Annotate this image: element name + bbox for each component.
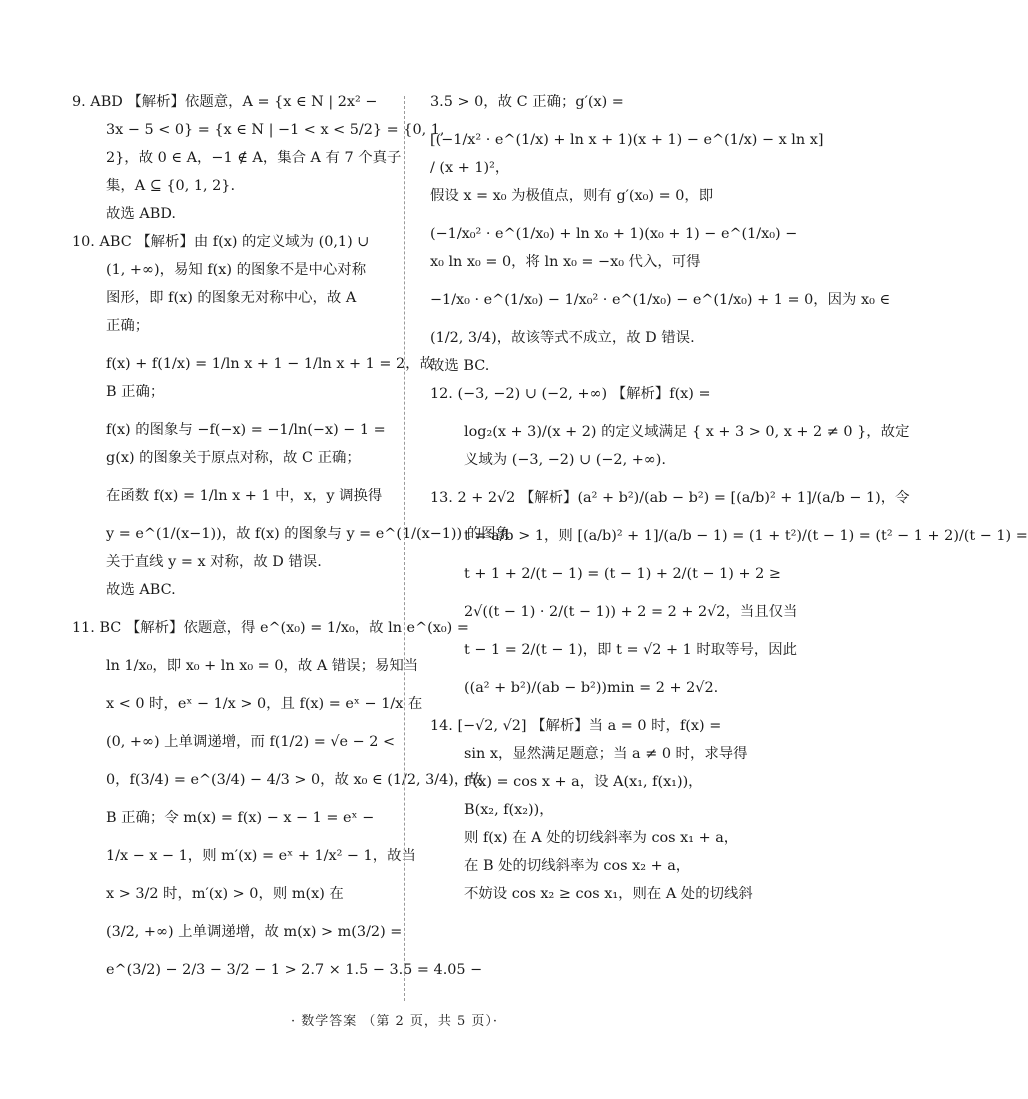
q11-cont-line-5: (−1/x₀² · e^(1/x₀) + ln x₀ + 1)(x₀ + 1) − e^(1/x₀) − (430, 226, 798, 242)
q14-line-5: 则 f(x) 在 A 处的切线斜率为 cos x₁ + a， (464, 830, 739, 846)
q9-line-4: 集，A ⊆ {0, 1, 2}. (106, 178, 236, 194)
q11-line-7: 1/x − x − 1，则 m′(x) = eˣ + 1/x² − 1，故当 (106, 848, 416, 864)
q9-conclusion: 故选 ABD. (106, 206, 176, 222)
q10-line-5: f(x) + f(1/x) = 1/ln x + 1 − 1/ln x + 1 = 2，故 (106, 356, 434, 372)
q11-cont-line-1: 3.5 > 0，故 C 正确；g′(x) = (430, 94, 624, 110)
q11-cont-line-6: x₀ ln x₀ = 0，将 ln x₀ = −x₀ 代入，可得 (430, 254, 701, 270)
q11-cont-line-7: −1/x₀ · e^(1/x₀) − 1/x₀² · e^(1/x₀) − e^(1/x₀) + 1 = 0，因为 x₀ ∈ (430, 292, 891, 308)
q14-line-7: 不妨设 cos x₂ ≥ cos x₁，则在 A 处的切线斜 (464, 886, 753, 902)
q11-cont-derivative-numerator: [(−1/x² · e^(1/x) + ln x + 1)(x + 1) − e^(1/x) − x ln x] (430, 132, 824, 148)
q9-line-2: 3x − 5 < 0} = {x ∈ N | −1 < x < 5/2} = {0, 1, (106, 122, 445, 138)
q14-line-3: f′(x) = cos x + a，设 A(x₁, f(x₁))， (464, 774, 703, 790)
q12-line-3: 义域为 (−3, −2) ∪ (−2, +∞). (464, 452, 666, 468)
q11-line-2: ln 1/x₀，即 x₀ + ln x₀ = 0，故 A 错误；易知当 (106, 658, 419, 674)
q11-line-5: 0，f(3/4) = e^(3/4) − 4/3 > 0，故 x₀ ∈ (1/2, 3/4)，故 (106, 772, 483, 788)
q10-line-3: 图形，即 f(x) 的图象无对称中心，故 A (106, 290, 357, 306)
q10-line-4: 正确； (106, 318, 150, 334)
q10-line-1: 10. ABC 【解析】由 f(x) 的定义域为 (0,1) ∪ (72, 234, 370, 250)
q12-line-1: 12. (−3, −2) ∪ (−2, +∞) 【解析】f(x) = (430, 386, 711, 402)
q9-line-1: 9. ABD 【解析】依题意，A = {x ∈ N | 2x² − (72, 94, 378, 110)
q13-line-4: 2√((t − 1) · 2/(t − 1)) + 2 = 2 + 2√2，当且仅当 (464, 604, 798, 620)
q11-line-3: x < 0 时，eˣ − 1/x > 0，且 f(x) = eˣ − 1/x 在 (106, 696, 423, 712)
q14-line-1: 14. [−√2, √2] 【解析】当 a = 0 时，f(x) = (430, 718, 722, 734)
q11-cont-line-4: 假设 x = x₀ 为极值点，则有 g′(x₀) = 0，即 (430, 188, 714, 204)
q11-line-4: (0, +∞) 上单调递增，而 f(1/2) = √e − 2 < (106, 734, 396, 750)
q11-line-8: x > 3/2 时，m′(x) > 0，则 m(x) 在 (106, 886, 344, 902)
q12-line-2: log₂(x + 3)/(x + 2) 的定义域满足 { x + 3 > 0, x + 2 ≠ 0 }，故定 (464, 424, 910, 440)
q11-cont-line-8: (1/2, 3/4)，故该等式不成立，故 D 错误. (430, 330, 695, 346)
q14-line-6: 在 B 处的切线斜率为 cos x₂ + a， (464, 858, 691, 874)
q10-line-2: (1, +∞)，易知 f(x) 的图象不是中心对称 (106, 262, 367, 278)
q10-line-9: 在函数 f(x) = 1/ln x + 1 中，x，y 调换得 (106, 488, 383, 504)
q13-line-1: 13. 2 + 2√2 【解析】(a² + b²)/(ab − b²) = [(a/b)² + 1]/(a/b − 1)，令 (430, 490, 910, 506)
q10-line-10: y = e^(1/(x−1))，故 f(x) 的图象与 y = e^(1/(x−1)) 的图象 (106, 526, 510, 542)
q11-conclusion: 故选 BC. (430, 358, 490, 374)
right-column (430, 88, 1028, 1015)
q11-line-6: B 正确；令 m(x) = f(x) − x − 1 = eˣ − (106, 810, 375, 826)
q13-line-2: t = a/b > 1，则 [(a/b)² + 1]/(a/b − 1) = (1 + t²)/(t − 1) = (t² − 1 + 2)/(t − 1) = (464, 528, 1028, 544)
q11-cont-derivative-denominator: / (x + 1)²， (430, 160, 510, 176)
q14-line-2: sin x，显然满足题意；当 a ≠ 0 时，求导得 (464, 746, 748, 762)
q10-line-11: 关于直线 y = x 对称，故 D 错误. (106, 554, 322, 570)
q14-line-4: B(x₂, f(x₂))， (464, 802, 554, 818)
page-footer: · 数学答案 （第 2 页，共 5 页）· (290, 1014, 499, 1029)
q10-line-7: f(x) 的图象与 −f(−x) = −1/ln(−x) − 1 = (106, 422, 386, 438)
q10-conclusion: 故选 ABC. (106, 582, 176, 598)
q13-line-6: ((a² + b²)/(ab − b²))min = 2 + 2√2. (464, 680, 719, 696)
q10-line-8: g(x) 的图象关于原点对称，故 C 正确； (106, 450, 361, 466)
q13-line-3: t + 1 + 2/(t − 1) = (t − 1) + 2/(t − 1) + 2 ≥ (464, 566, 781, 582)
column-divider (404, 96, 405, 1001)
q9-line-3: 2}，故 0 ∈ A，−1 ∉ A，集合 A 有 7 个真子 (106, 150, 402, 166)
q13-line-5: t − 1 = 2/(t − 1)，即 t = √2 + 1 时取等号，因此 (464, 642, 798, 658)
q11-line-1: 11. BC 【解析】依题意，得 e^(x₀) = 1/x₀，故 ln e^(x₀) = (72, 620, 469, 636)
q11-line-9: (3/2, +∞) 上单调递增，故 m(x) > m(3/2) = (106, 924, 403, 940)
q10-line-6: B 正确； (106, 384, 165, 400)
q11-line-10: e^(3/2) − 2/3 − 3/2 − 1 > 2.7 × 1.5 − 3.5 = 4.05 − (106, 962, 483, 978)
